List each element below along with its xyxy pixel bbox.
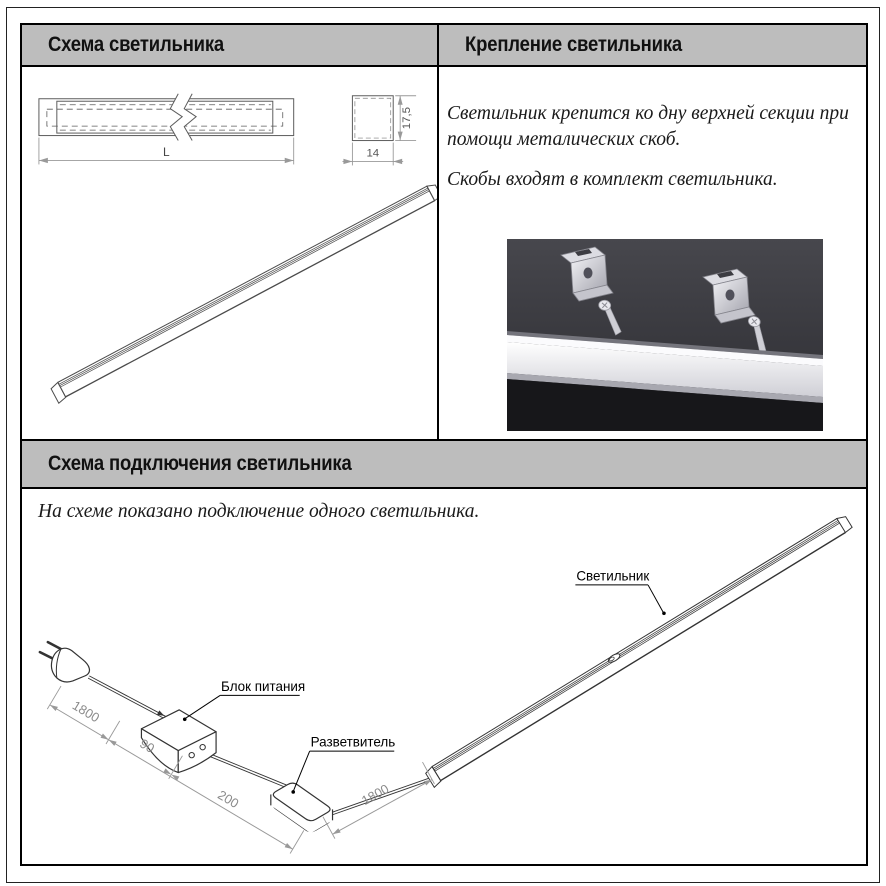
panel-connection-header	[22, 441, 866, 489]
panel-connection	[20, 439, 868, 866]
dim-height-label: 17,5	[401, 107, 414, 130]
power-plug	[40, 642, 90, 682]
panel-mounting-header	[439, 25, 866, 67]
panel-mounting-title: Крепление светильника	[465, 33, 683, 56]
dim-splitter-to-lamp: 1800	[358, 780, 392, 809]
mounting-photo	[507, 239, 823, 431]
mounting-paragraph-2: Скобы входят в комплект светильника.	[447, 169, 778, 191]
brackets-photo	[507, 239, 823, 431]
callout-lamp	[575, 568, 665, 615]
dim-psu-to-splitter: 200	[215, 787, 242, 812]
dim-length-label: L	[162, 144, 170, 159]
power-supply-label: Блок питания	[221, 678, 306, 694]
splitter-box	[271, 783, 333, 833]
dim-plug-to-psu: 1800	[69, 697, 103, 726]
lamp-isometric-view	[50, 182, 437, 403]
content-frame	[20, 23, 868, 866]
splitter-label: Разветвитель	[310, 734, 396, 750]
panel-mounting	[437, 23, 868, 441]
lamp-cross-section	[352, 96, 393, 141]
connection-intro-text: На схеме показано подключение одного светильника.	[38, 501, 480, 522]
lamp-label: Светильник	[576, 568, 650, 584]
dim-width-label: 14	[366, 147, 380, 160]
lamp-scheme-drawing-area	[22, 67, 437, 439]
mounting-content	[439, 101, 866, 473]
lamp-technical-drawing	[22, 67, 437, 439]
lamp-top-view	[39, 99, 294, 136]
lamp-bar	[424, 514, 854, 788]
mounting-paragraph-1: Светильник крепится ко дну верхней секции при помощи металических скоб.	[447, 103, 849, 151]
panel-lamp-scheme-title: Схема светильника	[48, 33, 225, 56]
panel-lamp-scheme-header	[22, 25, 437, 67]
panel-lamp-scheme	[20, 23, 439, 441]
connection-drawing-area	[22, 489, 866, 864]
connection-diagram	[22, 489, 866, 864]
dim-psu: 90	[137, 735, 158, 756]
panel-connection-title: Схема подключения светильника	[48, 452, 352, 475]
top-row	[20, 23, 868, 441]
callout-power-supply	[183, 679, 305, 721]
